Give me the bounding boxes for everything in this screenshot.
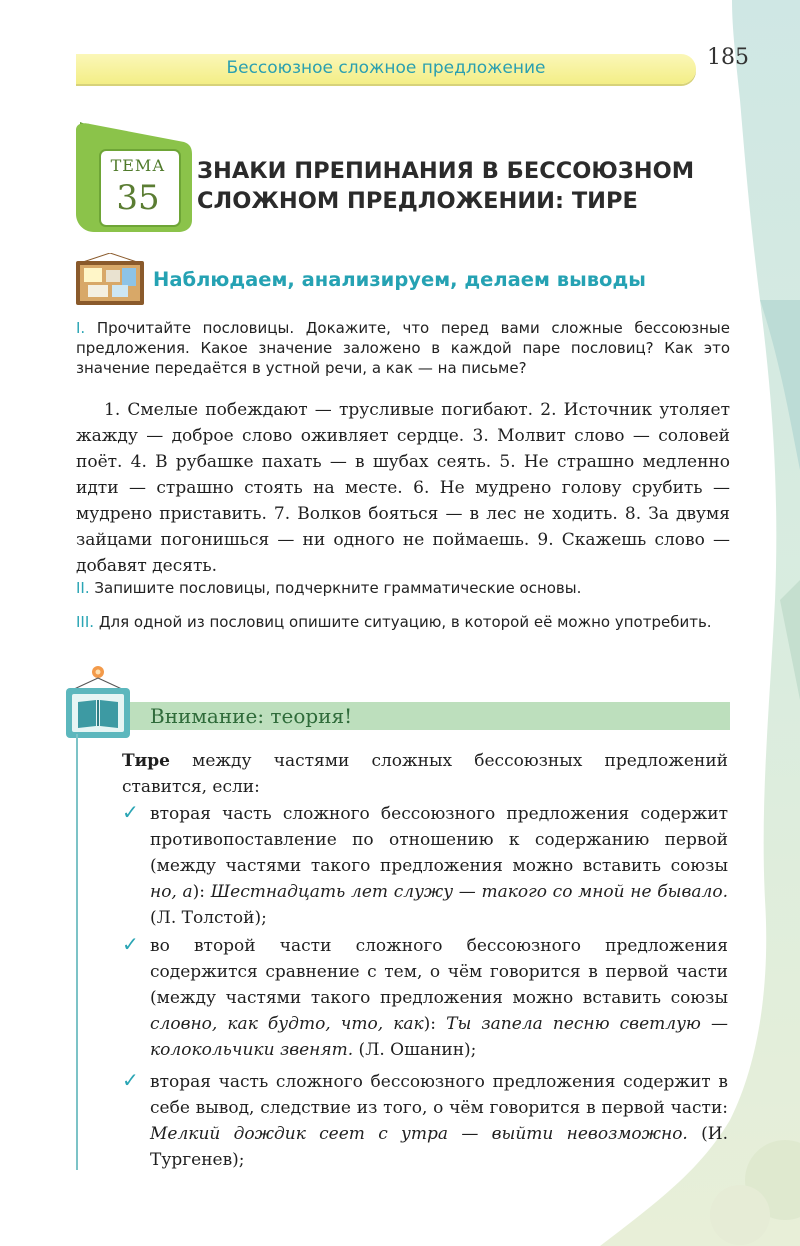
topic-title-line-1: ЗНАКИ ПРЕПИНАНИЯ В БЕССОЮЗНОМ [197,158,695,184]
proverbs-text: 1. Смелые побеждают — трусливые погибают. 2. Источник утоляет жажду — доброе слово оживляет сердце. 3. Молвит слово — соловей поёт. 4. В рубашке пахать — в шубах сеять. 5. Не страшно медленно идти — страшно стоять на месте. 6. Не мудрено голову срубить — мудрено приставить. 7. Волков бояться — в лес не ходить. 8. За двумя зайцами погонишься — ни одного не поймаешь. 9. Скажешь слово — добавят десять. [76,400,730,576]
corkboard-icon [74,253,146,305]
theory-margin-line [76,734,78,1170]
theory-item-1-text: вторая часть сложного бессоюзного предложения содержит противопоставление по отношению к содержанию первой (между частями такого предложения можно вставить союзы [150,804,728,876]
theory-item-2-sep: ): [423,1014,447,1034]
theory-item-3-source: (И. Тургенев); [150,1124,728,1170]
page-number: 185 [707,45,749,70]
theory-item-3 [150,1069,728,1173]
book-icon [62,662,134,740]
theory-header [130,702,730,730]
checkmark-icon: ✓ [122,932,139,956]
checkmark-icon: ✓ [122,1068,139,1092]
theory-item-2 [150,933,728,1063]
theory-intro-text: между частями сложных бессоюзных предложений ставится, если: [122,751,728,797]
task-3 [76,612,730,632]
theory-item-1-sep: ): [192,882,211,902]
observe-heading: Наблюдаем, анализируем, делаем выводы [153,268,646,291]
task-1-number: I. [76,319,86,337]
theory-intro [122,748,728,800]
topic-title [197,156,757,216]
checkmark-icon: ✓ [122,800,139,824]
theory-item-2-text: во второй части сложного бессоюзного предложения содержится сравнение с тем, о чём говорится в первой части (между частями такого предложения можно вставить союзы [150,936,728,1008]
theory-heading: Внимание: теория! [150,704,353,728]
theory-item-3-example: Мелкий дождик сеет с утра — выйти невозможно. [150,1124,688,1144]
theory-item-1-conj: но, а [150,882,193,902]
task-2-text: Запишите пословицы, подчеркните грамматические основы. [94,579,582,597]
theory-item-2-conj: словно, как будто, что, как [150,1014,424,1034]
task-3-text: Для одной из пословиц опишите ситуацию, в которой её можно употребить. [98,613,712,631]
theory-item-2-example: Ты запела песню светлую — колокольчики звенят. [150,1014,728,1060]
theory-item-1-source: (Л. Толстой); [150,908,267,928]
theory-item-1 [150,801,728,931]
theory-item-3-text: вторая часть сложного бессоюзного предложения содержит в себе вывод, следствие из того, о чём говорится в первой части: [150,1072,728,1118]
task-2-number: II. [76,579,90,597]
section-header [76,54,696,84]
topic-label: ТЕМА [110,156,166,175]
task-2 [76,578,730,598]
topic-title-line-2: СЛОЖНОМ ПРЕДЛОЖЕНИИ: ТИРЕ [197,188,638,214]
topic-number: 35 [116,178,160,218]
task-3-number: III. [76,613,95,631]
theory-intro-term: Тире [122,751,170,771]
theory-item-1-example: Шестнадцать лет служу — такого со мной не бывало. [210,882,728,902]
task-1 [76,318,730,378]
section-title: Бессоюзное сложное предложение [226,58,546,78]
theory-item-2-source: (Л. Ошанин); [353,1040,477,1060]
proverbs-paragraph [76,397,730,579]
task-1-text: Прочитайте пословицы. Докажите, что перед вами сложные бессоюзные предложения. Какое значение заложено в каждой паре пословиц? Как это значение передаётся в устной речи, а как — на письме? [76,319,730,377]
